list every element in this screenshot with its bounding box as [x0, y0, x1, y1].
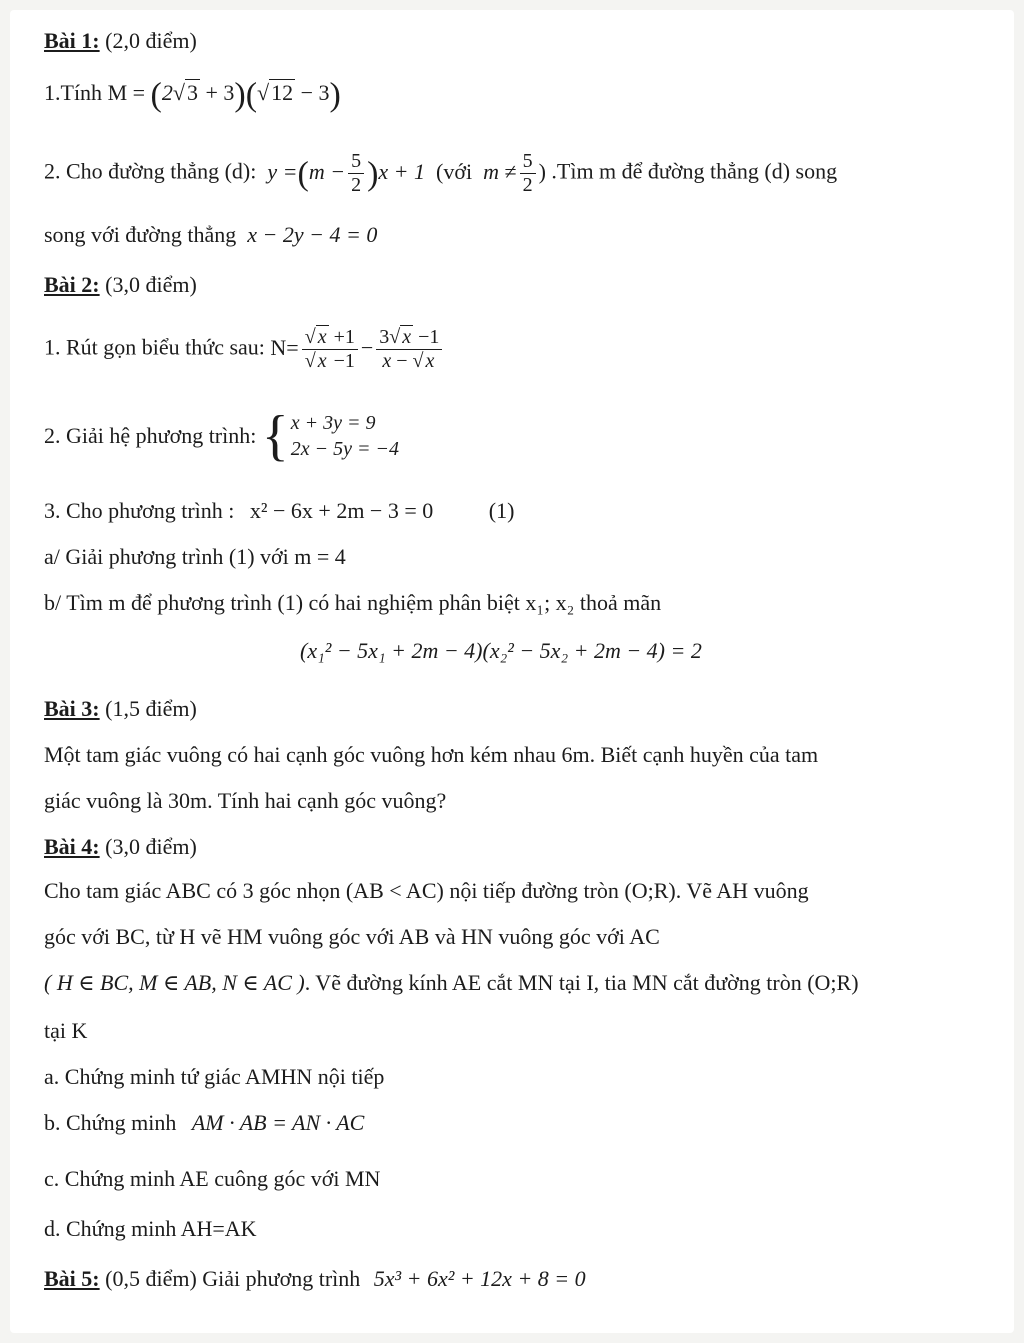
bai4-line3-expr: ( H ∈ BC, M ∈ AB, N ∈ AC ) [44, 970, 305, 995]
bai1-q2-expr: y =(m − $\frac{5}{2}$ )x + 1 [261, 150, 431, 196]
bai4-a: a. Chứng minh tứ giác AMHN nội tiếp [44, 1064, 385, 1089]
bai2-q3a-expr: m = 4 [294, 544, 346, 569]
bai1-q2-line2-text: song với đường thẳng [44, 222, 237, 247]
bai4-line1: Cho tam giác ABC có 3 góc nhọn (AB < AC) nội tiếp đường tròn (O;R). Vẽ AH vuông [44, 878, 809, 903]
bai1-q2 [44, 150, 837, 197]
bai2-q3 [44, 498, 514, 524]
bai4-heading: Bài 4: [44, 834, 100, 859]
bai5-heading: Bài 5: [44, 1266, 100, 1291]
bai2-heading: Bài 2: [44, 272, 100, 297]
bai1-heading: Bài 1: [44, 28, 100, 53]
bai1-points: (2,0 điểm) [105, 28, 197, 53]
bai4-line4: tại K [44, 1018, 88, 1043]
bai5-expr: 5x³ + 6x² + 12x + 8 = 0 [373, 1266, 586, 1291]
bai2-q1-expr: N= $\frac{√ x +1}{√ x -1}$ − $\frac{3√ x -1}{x - √ x}$ [270, 335, 445, 360]
bai2-q3-label: 3. Cho phương trình : [44, 498, 235, 523]
bai1-heading-line [44, 28, 197, 54]
bai2-points: (3,0 điểm) [105, 272, 197, 297]
bai2-q3-expr: x² − 6x + 2m − 3 = 0 [249, 498, 434, 523]
bai4-c: c. Chứng minh AE cuông góc với MN [44, 1166, 381, 1191]
bai4-points: (3,0 điểm) [105, 834, 197, 859]
bai3-heading: Bài 3: [44, 696, 100, 721]
bai2-q2-system: { x + 3y = 9 2x − 5y = −4 [261, 405, 400, 467]
bai4-b [44, 1110, 364, 1136]
bai2-q3a [44, 544, 346, 570]
bai1-q2-cond: (với m ≠ $\frac{5}{2}$ ) [430, 150, 552, 196]
bai2-q3-tag: (1) [488, 498, 515, 523]
bai4-line3-text: . Vẽ đường kính AE cắt MN tại I, tia MN cắt đường tròn (O;R) [304, 970, 859, 995]
bai2-q1 [44, 326, 445, 373]
bai2-q1-label: 1. Rút gọn biểu thức sau: [44, 334, 265, 360]
bai3-heading-line [44, 696, 197, 722]
bai5-text: (0,5 điểm) Giải phương trình [105, 1266, 361, 1291]
bai2-q2-eq2: 2x − 5y = −4 [290, 438, 400, 460]
bai3-points: (1,5 điểm) [105, 696, 197, 721]
bai2-q2 [44, 405, 400, 467]
bai4-line2: góc với BC, từ H vẽ HM vuông góc với AB và HN vuông góc với AC [44, 924, 660, 949]
bai1-q1-expr: M = (2√3 + 3)(√12 − 3) [107, 76, 341, 114]
bai4-b-expr: AM · AB = AN · AC [191, 1110, 365, 1135]
bai1-q1-label: 1.Tính [44, 80, 103, 105]
bai3-line1: Một tam giác vuông có hai cạnh góc vuông hơn kém nhau 6m. Biết cạnh huyền của tam [44, 742, 819, 767]
bai4-line3 [44, 970, 859, 996]
bai2-q3a-text: a/ Giải phương trình (1) với [44, 544, 289, 569]
bai2-q3b-expr: (x₁² − 5x₁ + 2m − 4)(x₂² − 5x₂ + 2m − 4) = 2 [300, 638, 702, 663]
bai1-q2-label: 2. Cho đường thẳng (d): [44, 158, 257, 184]
bai4-d: d. Chứng minh AH=AK [44, 1216, 257, 1241]
bai3-line2: giác vuông là 30m. Tính hai cạnh góc vuông? [44, 788, 447, 813]
bai4-heading-line [44, 834, 197, 860]
bai2-q2-label: 2. Giải hệ phương trình: [44, 422, 257, 448]
bai1-q2-line2-expr: x − 2y − 4 = 0 [247, 222, 378, 247]
bai2-q2-eq1: x + 3y = 9 [290, 412, 376, 434]
bai1-q2-tail: .Tìm m để đường thẳng (d) song [551, 158, 838, 184]
bai2-q3b [44, 590, 661, 616]
bai1-q1 [44, 76, 341, 114]
bai2-heading-line [44, 272, 197, 298]
bai2-q3b-text: b/ Tìm m để phương trình (1) có hai nghiệm phân biệt x₁; x₂ thoả mãn [44, 590, 662, 615]
bai4-b-label: b. Chứng minh [44, 1110, 177, 1135]
bai1-q2-line2 [44, 222, 377, 248]
bai5-line [44, 1266, 586, 1292]
